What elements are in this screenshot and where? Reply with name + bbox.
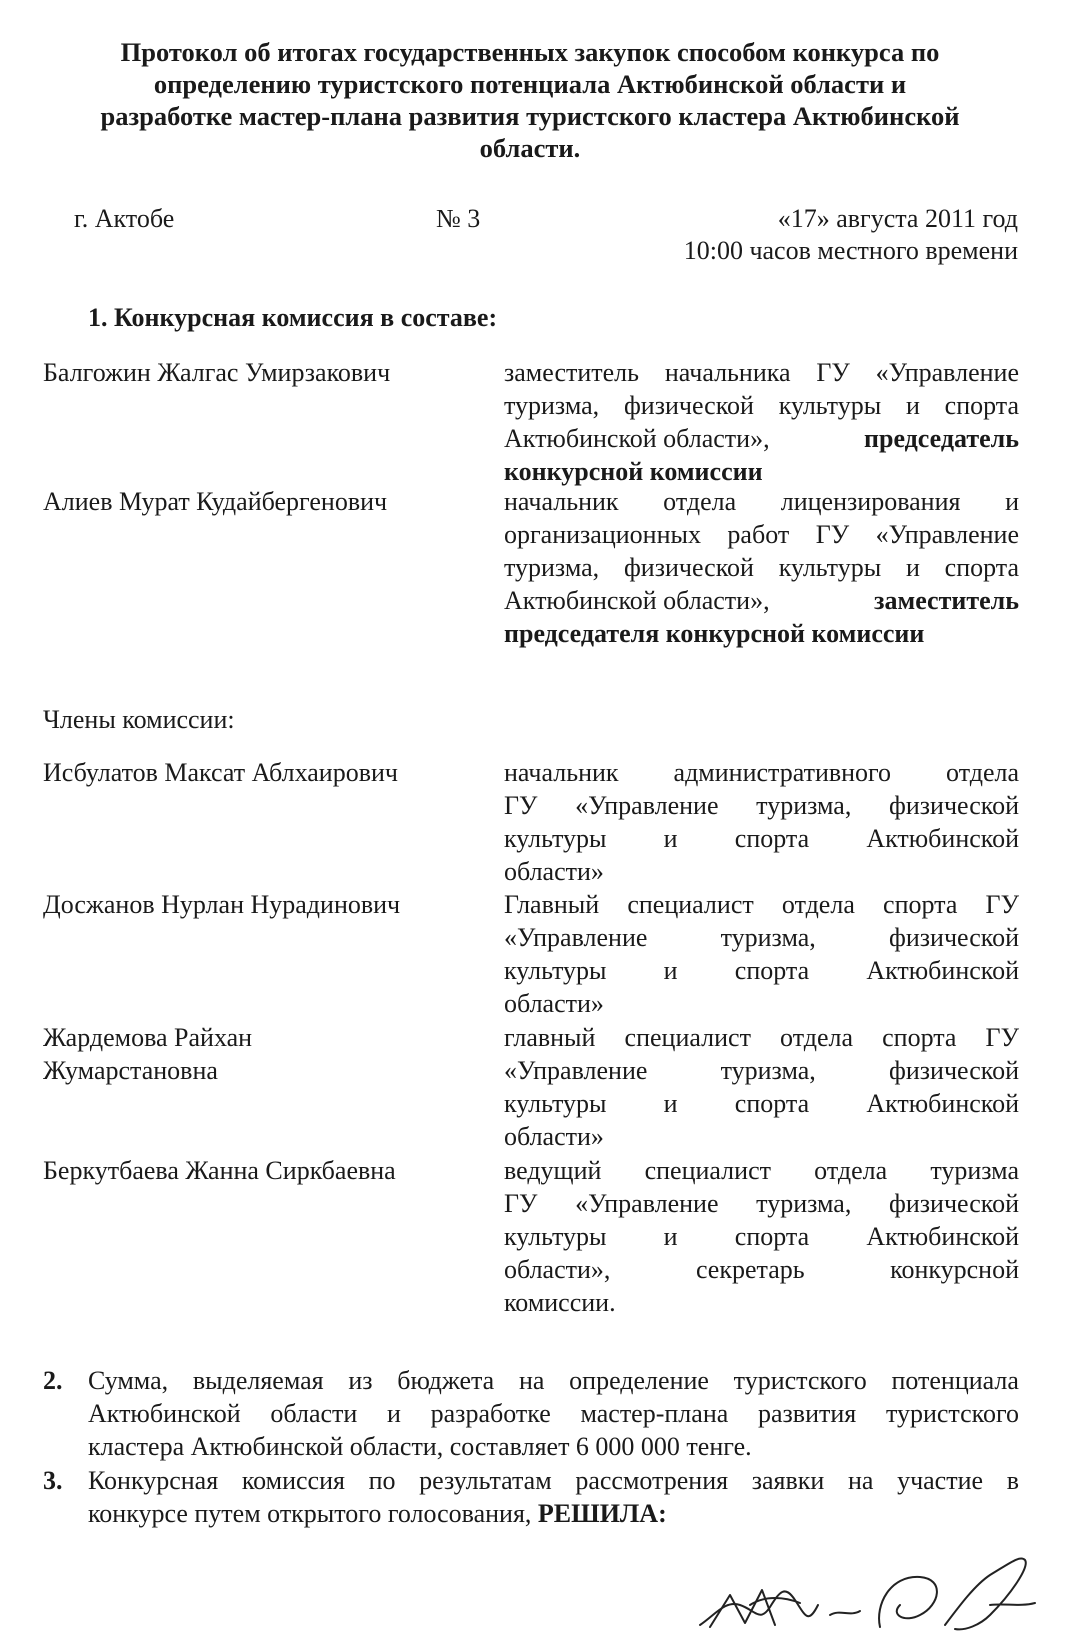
role-line: заместитель начальника ГУ «Управление bbox=[504, 358, 1019, 387]
member-name bbox=[43, 1154, 483, 1187]
item-line bbox=[88, 1464, 1019, 1497]
commission-heading: 1. Конкурсная комиссия в составе: bbox=[88, 303, 498, 332]
role-line: «Управление туризма, физической bbox=[504, 923, 1019, 952]
word: Актюбинской bbox=[88, 1399, 241, 1428]
role-line: культуры и спорта Актюбинской bbox=[504, 1222, 1019, 1251]
role-title-bold: заместитель bbox=[874, 586, 1019, 615]
role-line: туризма, физической культуры и спорта bbox=[504, 391, 1019, 420]
role-line: туризма, физической культуры и спорта bbox=[504, 553, 1019, 582]
title-line: разработке мастер-плана развития туристского кластера Актюбинской bbox=[100, 101, 960, 131]
word: туристского bbox=[733, 1366, 867, 1395]
decision-word: РЕШИЛА: bbox=[537, 1499, 667, 1528]
word: потенциала bbox=[891, 1366, 1019, 1395]
member-name bbox=[43, 888, 483, 921]
role-line-part: Актюбинской области», bbox=[504, 586, 770, 615]
word: в bbox=[1006, 1466, 1019, 1495]
word: Конкурсная bbox=[88, 1466, 219, 1495]
member-name bbox=[43, 1021, 483, 1087]
role-line-part: Актюбинской области», bbox=[504, 424, 770, 453]
word: выделяемая bbox=[192, 1366, 324, 1395]
member-name-line: Исбулатов Максат Аблхаирович bbox=[43, 758, 398, 787]
member-name-line: Жардемова Райхан bbox=[43, 1023, 253, 1052]
member-name-line: Алиев Мурат Кудайбергенович bbox=[43, 487, 388, 516]
role-line bbox=[504, 584, 1019, 617]
role-line: области» bbox=[504, 1122, 604, 1151]
item-body bbox=[88, 1364, 1019, 1463]
member-name-line: Балгожин Жалгас Умирзакович bbox=[43, 358, 391, 387]
role-title-bold: конкурсной комиссии bbox=[504, 457, 763, 486]
role-line: области», секретарь конкурсной bbox=[504, 1255, 1019, 1284]
role-line: культуры и спорта Актюбинской bbox=[504, 956, 1019, 985]
member-role bbox=[504, 485, 1019, 650]
member-name-line: Досжанов Нурлан Нурадинович bbox=[43, 890, 401, 919]
word: комиссия bbox=[241, 1466, 345, 1495]
role-line: ГУ «Управление туризма, физической bbox=[504, 791, 1019, 820]
title-line: определению туристского потенциала Актюбинской области и bbox=[153, 69, 907, 99]
members-label: Члены комиссии: bbox=[43, 705, 235, 734]
word: разработке bbox=[430, 1399, 551, 1428]
member-name-line: Жумарстановна bbox=[43, 1056, 218, 1085]
role-line bbox=[504, 422, 1019, 455]
item-number: 3. bbox=[43, 1466, 63, 1495]
role-line: культуры и спорта Актюбинской bbox=[504, 1089, 1019, 1118]
role-line: комиссии. bbox=[504, 1288, 616, 1317]
word: области bbox=[270, 1399, 358, 1428]
word: и bbox=[387, 1399, 401, 1428]
member-name-line: Беркутбаева Жанна Сиркбаевна bbox=[43, 1156, 396, 1185]
item-line: кластера Актюбинской области, составляет 6 000 000 тенге. bbox=[88, 1432, 752, 1461]
word: рассмотрения bbox=[575, 1466, 729, 1495]
word: по bbox=[368, 1466, 396, 1495]
member-name bbox=[43, 356, 483, 389]
signature-scribble bbox=[690, 1545, 1050, 1632]
word: туристского bbox=[885, 1399, 1019, 1428]
role-line: начальник отдела лицензирования и bbox=[504, 487, 1019, 516]
word: определение bbox=[569, 1366, 709, 1395]
city: г. Актобе bbox=[74, 204, 175, 233]
item-number: 2. bbox=[43, 1366, 63, 1395]
role-line bbox=[504, 617, 1019, 650]
word: участие bbox=[897, 1466, 984, 1495]
role-line: «Управление туризма, физической bbox=[504, 1056, 1019, 1085]
protocol-time: 10:00 часов местного времени bbox=[683, 236, 1018, 265]
role-line: ведущий специалист отдела туризма bbox=[504, 1156, 1019, 1185]
word: развития bbox=[757, 1399, 857, 1428]
role-title-bold: председателя конкурсной комиссии bbox=[504, 619, 925, 648]
word: на bbox=[518, 1366, 545, 1395]
word: результатам bbox=[419, 1466, 552, 1495]
word: мастер-плана bbox=[580, 1399, 729, 1428]
word: на bbox=[847, 1466, 874, 1495]
member-name bbox=[43, 485, 483, 518]
title-line: области. bbox=[479, 133, 581, 163]
member-role bbox=[504, 356, 1019, 488]
member-name bbox=[43, 756, 483, 789]
role-title-bold: председатель bbox=[864, 424, 1019, 453]
role-line: главный специалист отдела спорта ГУ bbox=[504, 1023, 1019, 1052]
member-role bbox=[504, 1154, 1019, 1319]
member-role bbox=[504, 888, 1019, 1020]
protocol-date: «17» августа 2011 год bbox=[777, 204, 1018, 233]
role-line: ГУ «Управление туризма, физической bbox=[504, 1189, 1019, 1218]
role-line bbox=[504, 455, 1019, 488]
role-line: начальник административного отдела bbox=[504, 758, 1019, 787]
word: Сумма, bbox=[88, 1366, 169, 1395]
title-line: Протокол об итогах государственных закупок способом конкурса по bbox=[120, 37, 940, 67]
word: бюджета bbox=[397, 1366, 495, 1395]
role-line: Главный специалист отдела спорта ГУ bbox=[504, 890, 1019, 919]
word: заявки bbox=[751, 1466, 825, 1495]
role-line: организационных работ ГУ «Управление bbox=[504, 520, 1019, 549]
item-line bbox=[88, 1364, 1019, 1397]
item-line bbox=[88, 1397, 1019, 1430]
role-line: области» bbox=[504, 989, 604, 1018]
word: из bbox=[348, 1366, 373, 1395]
document-title bbox=[50, 36, 1010, 164]
item-line bbox=[88, 1497, 1019, 1530]
member-role bbox=[504, 756, 1019, 888]
role-line: культуры и спорта Актюбинской bbox=[504, 824, 1019, 853]
item-body bbox=[88, 1464, 1019, 1530]
protocol-number: № 3 bbox=[436, 204, 481, 233]
role-line: области» bbox=[504, 857, 604, 886]
item-line-part: конкурсе путем открытого голосования, bbox=[88, 1499, 532, 1528]
member-role bbox=[504, 1021, 1019, 1153]
